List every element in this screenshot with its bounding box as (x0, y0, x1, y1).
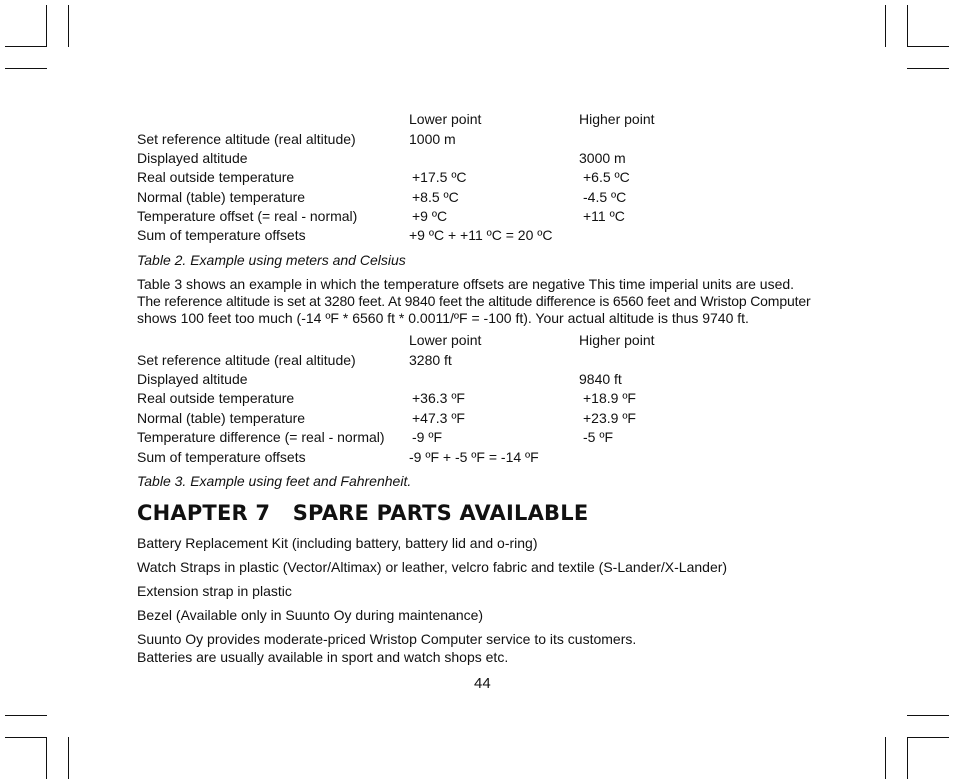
table-3-row-lower: -9 ºF + -5 ºF = -14 ºF (409, 449, 539, 465)
table-3-row-higher: -5 ºF (583, 429, 614, 445)
table-2-header-higher: Higher point (579, 111, 655, 127)
table-3-row-higher: +18.9 ºF (583, 390, 636, 406)
paragraph-line: Table 3 shows an example in which the temperature offsets are negative This time imperial units are used. (137, 276, 795, 292)
table-3-row-label: Temperature difference (= real - normal) (137, 429, 385, 445)
table-3-row-higher: 9840 ft (579, 371, 622, 387)
table-3-caption: Table 3. Example using feet and Fahrenheit. (137, 473, 412, 489)
table-2-row-label: Displayed altitude (137, 150, 248, 166)
paragraph-line: Batteries are usually available in sport and watch shops etc. (137, 649, 509, 665)
table-2-row-label: Sum of temperature offsets (137, 227, 306, 243)
table-3-row-label: Sum of temperature offsets (137, 449, 306, 465)
crop-mark (907, 737, 908, 779)
chapter-heading: CHAPTER 7 SPARE PARTS AVAILABLE (137, 501, 589, 525)
table-3-header-lower: Lower point (409, 332, 482, 348)
table-3-row-label: Normal (table) temperature (137, 410, 306, 426)
table-3-row-lower: 3280 ft (409, 352, 452, 368)
table-3-row-lower: +47.3 ºF (412, 410, 465, 426)
crop-mark (907, 737, 949, 738)
crop-mark (885, 737, 886, 779)
table-2-row-lower: +9 ºC (412, 208, 448, 224)
table-3-row-lower: +36.3 ºF (412, 390, 465, 406)
crop-mark (5, 737, 47, 738)
table-3-row-label: Real outside temperature (137, 390, 295, 406)
list-item: Watch Straps in plastic (Vector/Altimax) or leather, velcro fabric and textile (S-Lander/X-Lander) (137, 559, 728, 575)
crop-mark (68, 5, 69, 47)
table-2-header-lower: Lower point (409, 111, 482, 127)
list-item: Extension strap in plastic (137, 583, 292, 599)
table-3-header-higher: Higher point (579, 332, 655, 348)
crop-mark (68, 737, 69, 779)
crop-mark (907, 68, 949, 69)
paragraph-line: Suunto Oy provides moderate-priced Wristop Computer service to its customers. (137, 631, 637, 647)
list-item: Bezel (Available only in Suunto Oy during maintenance) (137, 607, 484, 623)
table-3-row-lower: -9 ºF (412, 429, 443, 445)
table-2-row-label: Normal (table) temperature (137, 189, 306, 205)
crop-mark (885, 5, 886, 47)
paragraph-line: shows 100 feet too much (-14 ºF * 6560 ft * 0.0011/ºF = -100 ft). Your actual altitude is thus 9740 ft. (137, 310, 749, 326)
table-2-row-lower: +8.5 ºC (412, 189, 459, 205)
crop-mark (46, 737, 47, 779)
table-2-row-label: Real outside temperature (137, 169, 295, 185)
crop-mark (46, 5, 47, 47)
crop-mark (5, 715, 47, 716)
table-2-row-higher: -4.5 ºC (583, 189, 627, 205)
table-2-row-higher: +11 ºC (583, 208, 625, 224)
table-2-row-higher: +6.5 ºC (583, 169, 630, 185)
table-2-row-lower: +17.5 ºC (412, 169, 467, 185)
table-3-row-higher: +23.9 ºF (583, 410, 636, 426)
list-item: Battery Replacement Kit (including battery, battery lid and o-ring) (137, 535, 538, 551)
page-number: 44 (474, 675, 491, 692)
crop-mark (907, 46, 949, 47)
paragraph-line: The reference altitude is set at 3280 feet. At 9840 feet the altitude difference is 6560 feet and Wristop Computer (137, 293, 811, 309)
crop-mark (5, 46, 47, 47)
table-2-row-higher: 3000 m (579, 150, 626, 166)
crop-mark (5, 68, 47, 69)
table-3-row-label: Set reference altitude (real altitude) (137, 352, 356, 368)
table-3-row-label: Displayed altitude (137, 371, 248, 387)
table-2-row-lower: 1000 m (409, 131, 456, 147)
table-2-row-label: Temperature offset (= real - normal) (137, 208, 358, 224)
table-2-caption: Table 2. Example using meters and Celsius (137, 252, 406, 268)
table-2-row-label: Set reference altitude (real altitude) (137, 131, 356, 147)
table-2-row-lower: +9 ºC + +11 ºC = 20 ºC (409, 227, 553, 243)
crop-mark (907, 715, 949, 716)
crop-mark (907, 5, 908, 47)
